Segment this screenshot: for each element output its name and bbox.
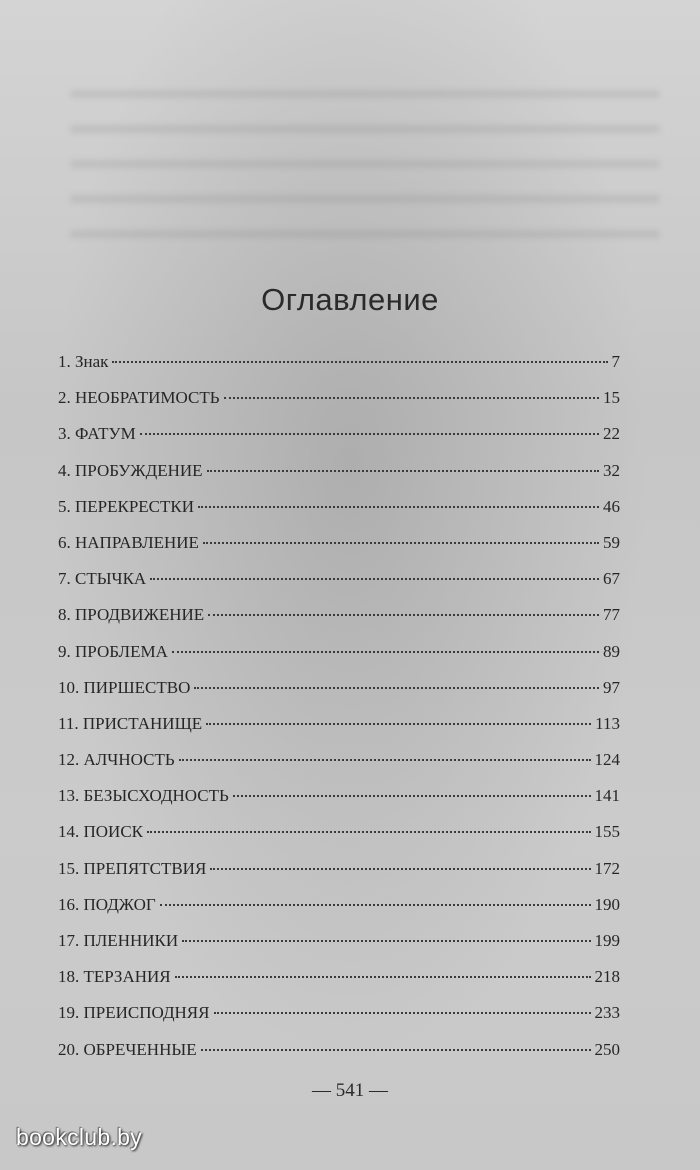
toc-entry-title: 11. ПРИСТАНИЩЕ <box>58 713 203 733</box>
toc-entry-page: 15 <box>603 388 620 408</box>
toc-entry-page: 89 <box>603 641 620 661</box>
toc-row <box>58 967 620 1003</box>
toc-row <box>58 859 620 895</box>
dot-leader <box>160 904 591 906</box>
dot-leader <box>182 940 590 942</box>
show-through-line <box>70 230 660 238</box>
dot-leader <box>201 1049 591 1051</box>
toc-entry-page: 46 <box>603 496 620 516</box>
toc-row <box>58 424 620 460</box>
toc-entry-title: 20. ОБРЕЧЕННЫЕ <box>58 1039 197 1059</box>
table-of-contents <box>58 352 620 1076</box>
dot-leader <box>208 614 599 616</box>
toc-entry-title: 19. ПРЕИСПОДНЯЯ <box>58 1003 210 1023</box>
dot-leader <box>214 1012 591 1014</box>
toc-row <box>58 750 620 786</box>
dot-leader <box>194 687 599 689</box>
toc-entry-title: 5. ПЕРЕКРЕСТКИ <box>58 496 195 516</box>
dot-leader <box>140 433 599 435</box>
toc-entry-title: 18. ТЕРЗАНИЯ <box>58 967 171 987</box>
dot-leader <box>172 651 599 653</box>
toc-entry-page: 77 <box>603 605 620 625</box>
toc-entry-page: 233 <box>594 1003 620 1023</box>
dot-leader <box>207 470 599 472</box>
toc-row <box>58 786 620 822</box>
dot-leader <box>203 542 599 544</box>
toc-row <box>58 461 620 497</box>
toc-row <box>58 1040 620 1076</box>
toc-entry-page: 32 <box>603 460 620 480</box>
dot-leader <box>150 578 599 580</box>
toc-entry-page: 250 <box>594 1039 620 1059</box>
toc-entry-page: 141 <box>594 786 620 806</box>
dot-leader <box>206 723 591 725</box>
toc-entry-page: 218 <box>594 967 620 987</box>
toc-entry-title: 16. ПОДЖОГ <box>58 894 156 914</box>
toc-entry-title: 13. БЕЗЫСХОДНОСТЬ <box>58 786 229 806</box>
toc-entry-page: 59 <box>603 532 620 552</box>
toc-row <box>58 497 620 533</box>
show-through-line <box>70 125 660 133</box>
watermark-text: bookclub.by <box>16 1124 143 1150</box>
toc-row <box>58 533 620 569</box>
toc-row <box>58 352 620 388</box>
toc-entry-page: 124 <box>594 750 620 770</box>
toc-row <box>58 822 620 858</box>
toc-entry-page: 199 <box>594 931 620 950</box>
toc-entry-title: 10. ПИРШЕСТВО <box>58 677 191 697</box>
dot-leader <box>179 759 591 761</box>
toc-row <box>58 714 620 750</box>
toc-row <box>58 678 620 714</box>
toc-entry-page: 97 <box>603 677 620 697</box>
page-title: Оглавление <box>261 282 439 317</box>
toc-entry-title: 1. Знак <box>58 352 109 371</box>
show-through-line <box>70 195 660 203</box>
dot-leader <box>198 506 599 508</box>
toc-entry-title: 2. НЕОБРАТИМОСТЬ <box>58 388 220 408</box>
toc-entry-title: 8. ПРОДВИЖЕНИЕ <box>58 605 205 625</box>
toc-entry-page: 7 <box>611 352 620 371</box>
toc-entry-title: 7. СТЫЧКА <box>58 569 147 589</box>
toc-entry-title: 6. НАПРАВЛЕНИЕ <box>58 532 199 552</box>
toc-entry-title: 3. ФАТУМ <box>58 424 136 444</box>
toc-entry-page: 113 <box>595 713 620 733</box>
toc-entry-page: 155 <box>594 822 620 842</box>
toc-entry-title: 15. ПРЕПЯТСТВИЯ <box>58 858 207 878</box>
toc-row <box>58 605 620 641</box>
toc-row <box>58 931 620 967</box>
dot-leader <box>210 868 590 870</box>
toc-entry-page: 67 <box>603 569 620 589</box>
dot-leader <box>175 976 591 978</box>
toc-entry-title: 4. ПРОБУЖДЕНИЕ <box>58 460 203 480</box>
toc-entry-page: 172 <box>594 858 620 878</box>
dot-leader <box>147 831 590 833</box>
dot-leader <box>112 361 607 363</box>
dot-leader <box>224 397 599 399</box>
show-through-line <box>70 160 660 168</box>
page-number: — 541 — <box>312 1080 388 1101</box>
toc-entry-title: 14. ПОИСК <box>58 822 144 842</box>
toc-entry-title: 17. ПЛЕННИКИ <box>58 931 179 950</box>
toc-row <box>58 569 620 605</box>
toc-row <box>58 1003 620 1039</box>
toc-entry-page: 190 <box>594 894 620 914</box>
toc-entry-title: 9. ПРОБЛЕМА <box>58 641 168 661</box>
toc-row <box>58 895 620 931</box>
dot-leader <box>233 795 591 797</box>
toc-row <box>58 388 620 424</box>
toc-row <box>58 642 620 678</box>
show-through-line <box>70 90 660 98</box>
toc-entry-title: 12. АЛЧНОСТЬ <box>58 750 175 770</box>
toc-entry-page: 22 <box>603 424 620 444</box>
